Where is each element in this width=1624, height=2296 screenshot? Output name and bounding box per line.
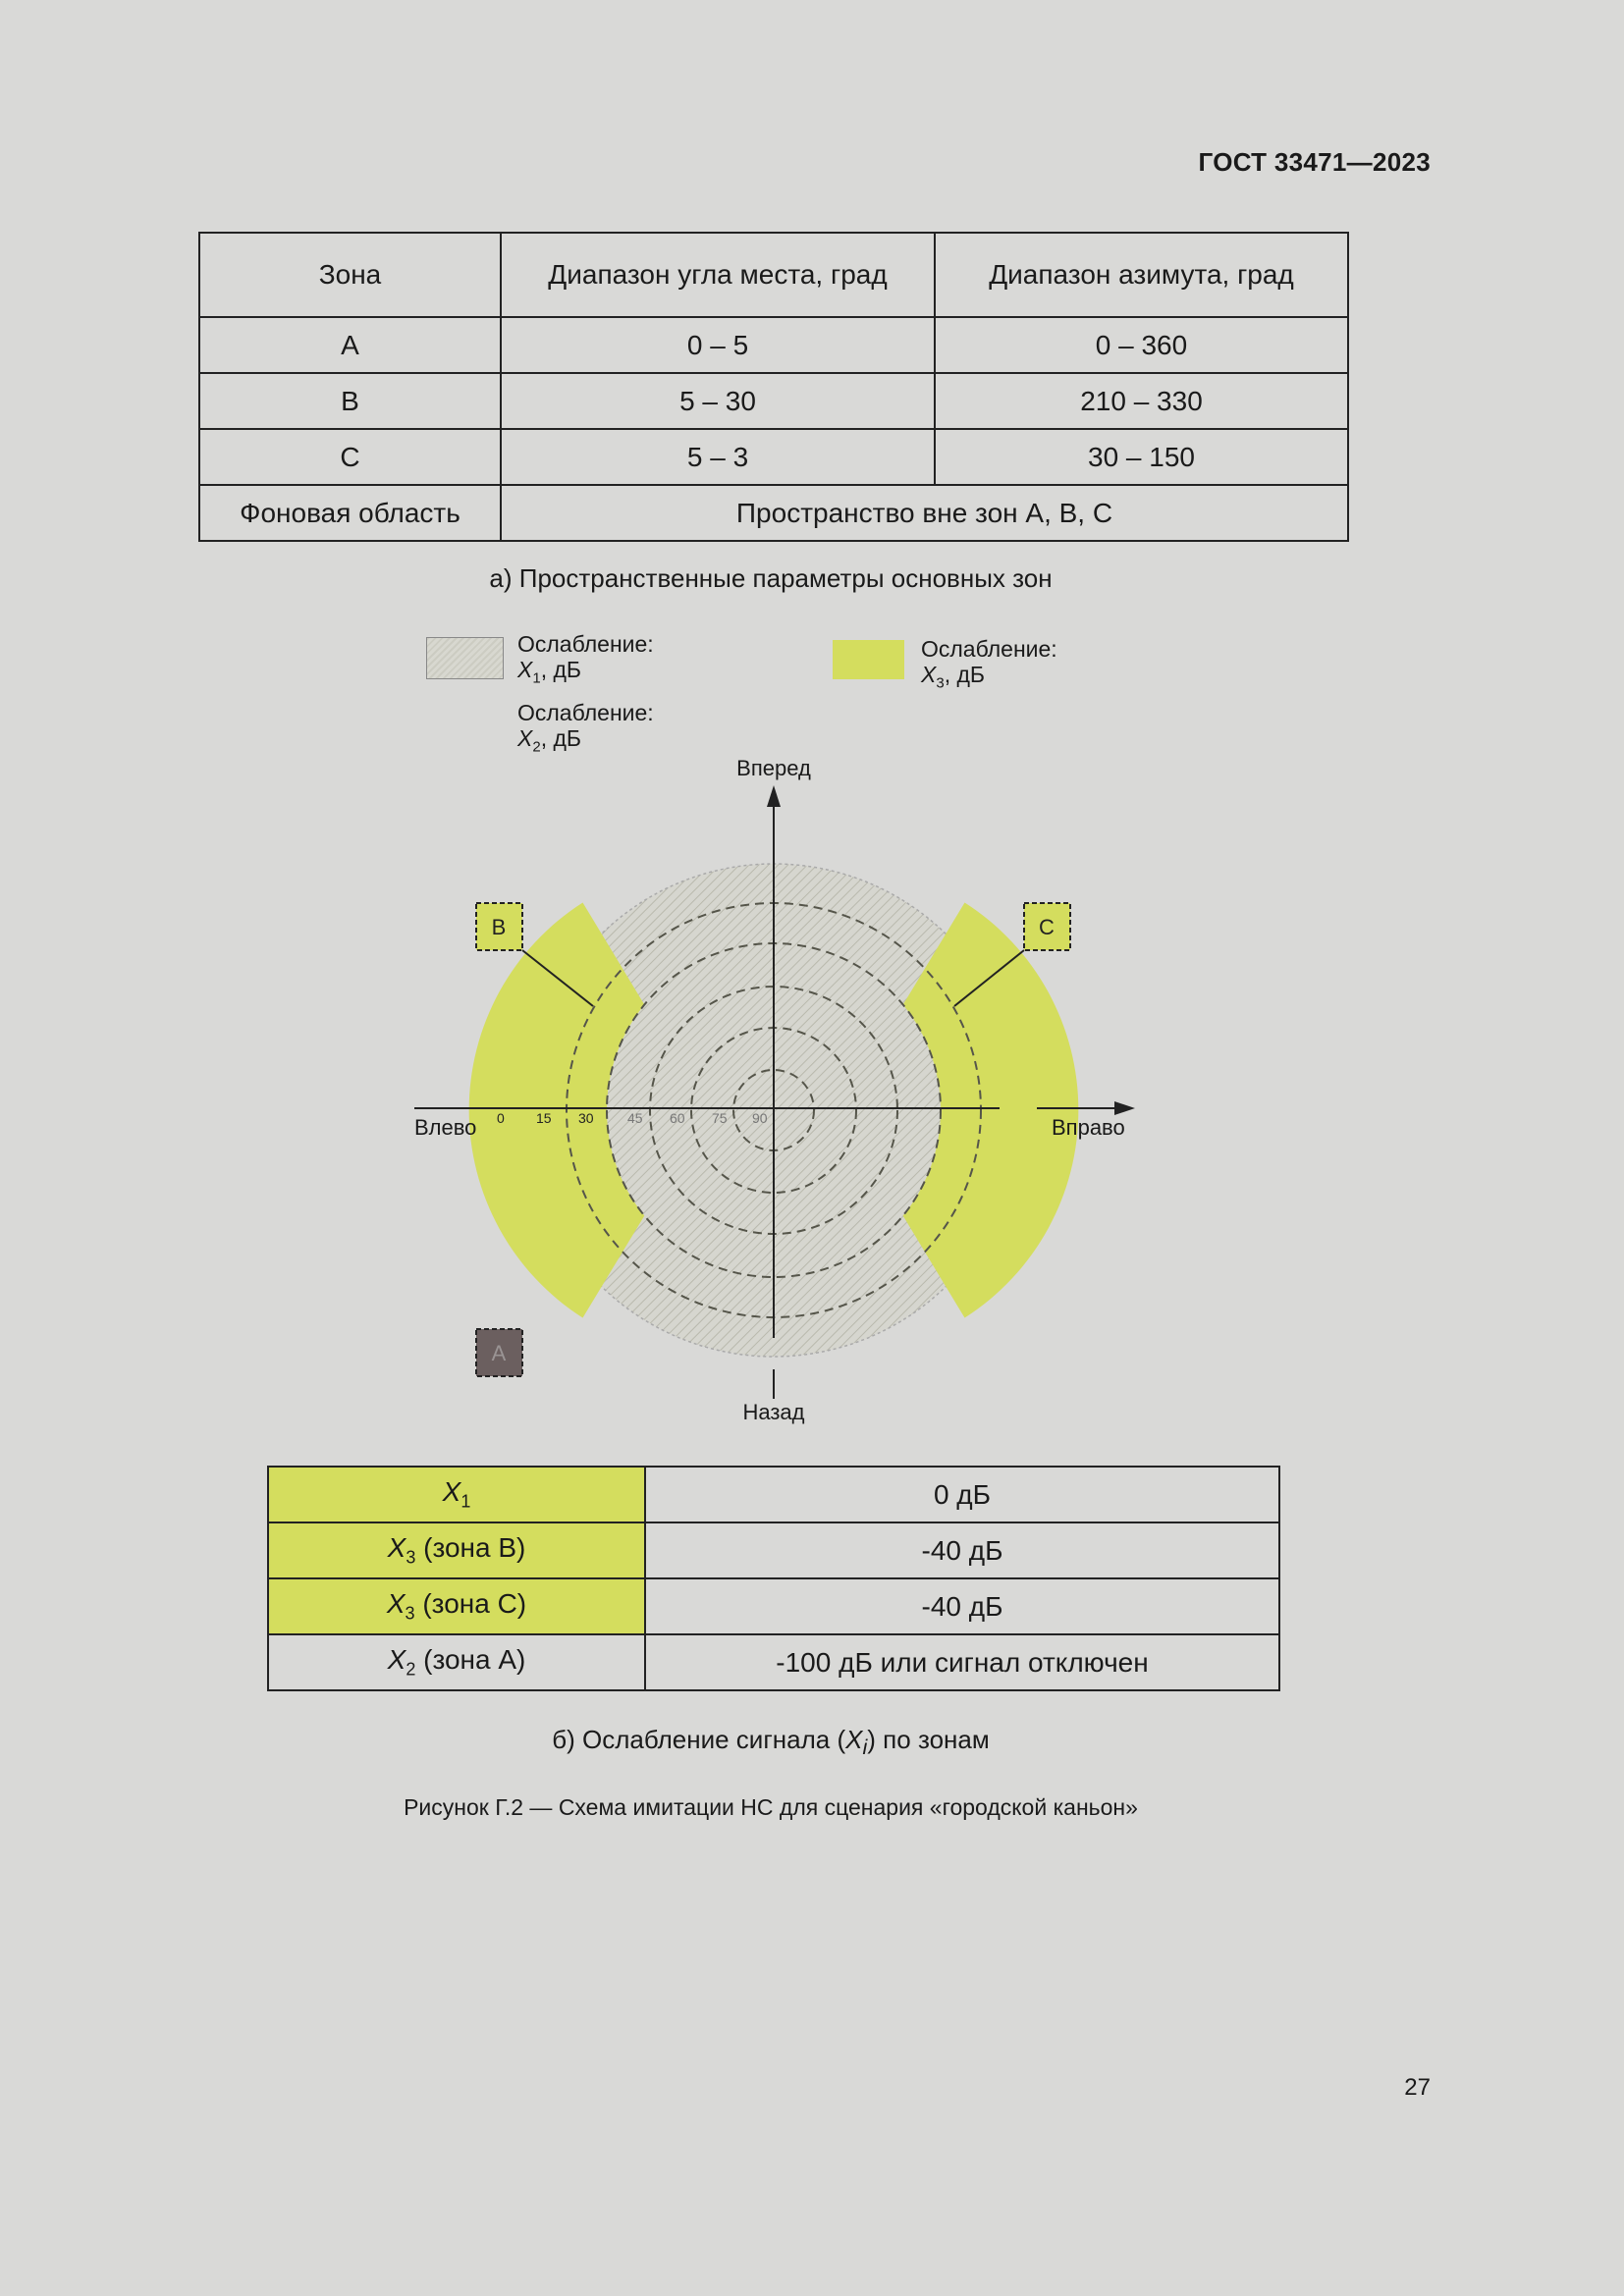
header-zone: Зона xyxy=(199,233,501,317)
forward-arrow-icon xyxy=(767,785,781,807)
table-row xyxy=(268,1634,1279,1690)
legend-x1-sub: 1 xyxy=(532,669,541,687)
var-suffix: (зона C) xyxy=(414,1588,527,1620)
legend-x2-var: X xyxy=(517,725,533,751)
tick-45: 45 xyxy=(627,1110,643,1126)
figure-title: Рисунок Г.2 — Схема имитации НС для сценария «городской каньон» xyxy=(404,1794,1138,1820)
legend-x3-label: Ослабление: xyxy=(921,636,1057,662)
attenuation-table xyxy=(267,1466,1280,1691)
label-right: Вправо xyxy=(1052,1115,1125,1140)
label-left: Влево xyxy=(414,1115,477,1140)
legend-x1-label: Ослабление: xyxy=(517,631,654,657)
legend-x3-sub: 3 xyxy=(936,674,945,692)
caption-b-before: б) Ослабление сигнала ( xyxy=(552,1725,846,1754)
azimuth-cell: 0 – 360 xyxy=(935,317,1348,373)
attenuation-value: -40 дБ xyxy=(645,1522,1279,1578)
var-sub: 2 xyxy=(406,1659,416,1680)
table-row xyxy=(268,1467,1279,1522)
azimuth-cell: 30 – 150 xyxy=(935,429,1348,485)
background-zone-label: Фоновая область xyxy=(199,485,501,541)
tick-30: 30 xyxy=(578,1110,594,1126)
azimuth-cell: 210 – 330 xyxy=(935,373,1348,429)
legend-x2-sub: 2 xyxy=(532,738,541,756)
label-back: Назад xyxy=(742,1400,805,1424)
page-number: 27 xyxy=(1404,2074,1431,2101)
var-x: X xyxy=(387,1532,406,1564)
var-sub: 3 xyxy=(405,1603,415,1624)
header-elevation: Диапазон угла места, град xyxy=(501,233,935,317)
var-x: X xyxy=(387,1644,406,1676)
attenuation-value: -40 дБ xyxy=(645,1578,1279,1634)
table-row xyxy=(268,1578,1279,1634)
zone-cell: B xyxy=(199,373,501,429)
caption-b-after: ) по зонам xyxy=(867,1725,990,1754)
table-row xyxy=(268,1522,1279,1578)
tick-15: 15 xyxy=(536,1110,552,1126)
label-forward: Вперед xyxy=(736,756,811,780)
elevation-cell: 0 – 5 xyxy=(501,317,935,373)
attenuation-label-x2-a xyxy=(268,1634,645,1690)
elevation-cell: 5 – 30 xyxy=(501,373,935,429)
zone-c-box-label: C xyxy=(1039,915,1055,939)
caption-a: а) Пространственные параметры основных зон xyxy=(489,563,1053,593)
document-code: ГОСТ 33471—2023 xyxy=(1198,147,1431,177)
zone-b-box-label: B xyxy=(491,915,507,939)
attenuation-value: -100 дБ или сигнал отключен xyxy=(645,1634,1279,1690)
header-azimuth: Диапазон азимута, град xyxy=(935,233,1348,317)
legend-x1-unit: , дБ xyxy=(540,657,581,682)
legend-x1-var: X xyxy=(517,657,533,682)
var-suffix: (зона B) xyxy=(415,1532,526,1564)
legend-x2-unit: , дБ xyxy=(540,725,581,751)
zone-a-box-label: A xyxy=(491,1341,507,1365)
background-zone-value: Пространство вне зон A, B, C xyxy=(501,485,1348,541)
zone-cell: C xyxy=(199,429,501,485)
legend-x3-var: X xyxy=(921,662,937,687)
tick-0: 0 xyxy=(497,1110,505,1126)
attenuation-label-x3-b xyxy=(268,1522,645,1578)
legend-x2-label: Ослабление: xyxy=(517,700,654,725)
zone-cell: A xyxy=(199,317,501,373)
legend-x3-unit: , дБ xyxy=(944,662,985,687)
caption-b xyxy=(0,1725,1542,1760)
tick-labels xyxy=(497,1110,768,1126)
var-sub: 1 xyxy=(460,1491,471,1512)
var-suffix: (зона A) xyxy=(415,1644,526,1676)
var-sub: 3 xyxy=(406,1547,416,1568)
var-x: X xyxy=(442,1476,461,1508)
attenuation-label-x3-c xyxy=(268,1578,645,1634)
caption-b-var: X xyxy=(845,1725,863,1754)
right-arrow-icon xyxy=(1114,1101,1135,1115)
tick-60: 60 xyxy=(670,1110,685,1126)
attenuation-value: 0 дБ xyxy=(645,1467,1279,1522)
tick-90: 90 xyxy=(752,1110,768,1126)
elevation-cell: 5 – 3 xyxy=(501,429,935,485)
var-x: X xyxy=(386,1588,406,1620)
caption-b-sub: i xyxy=(862,1735,868,1760)
tick-75: 75 xyxy=(712,1110,728,1126)
attenuation-label-x1 xyxy=(268,1467,645,1522)
